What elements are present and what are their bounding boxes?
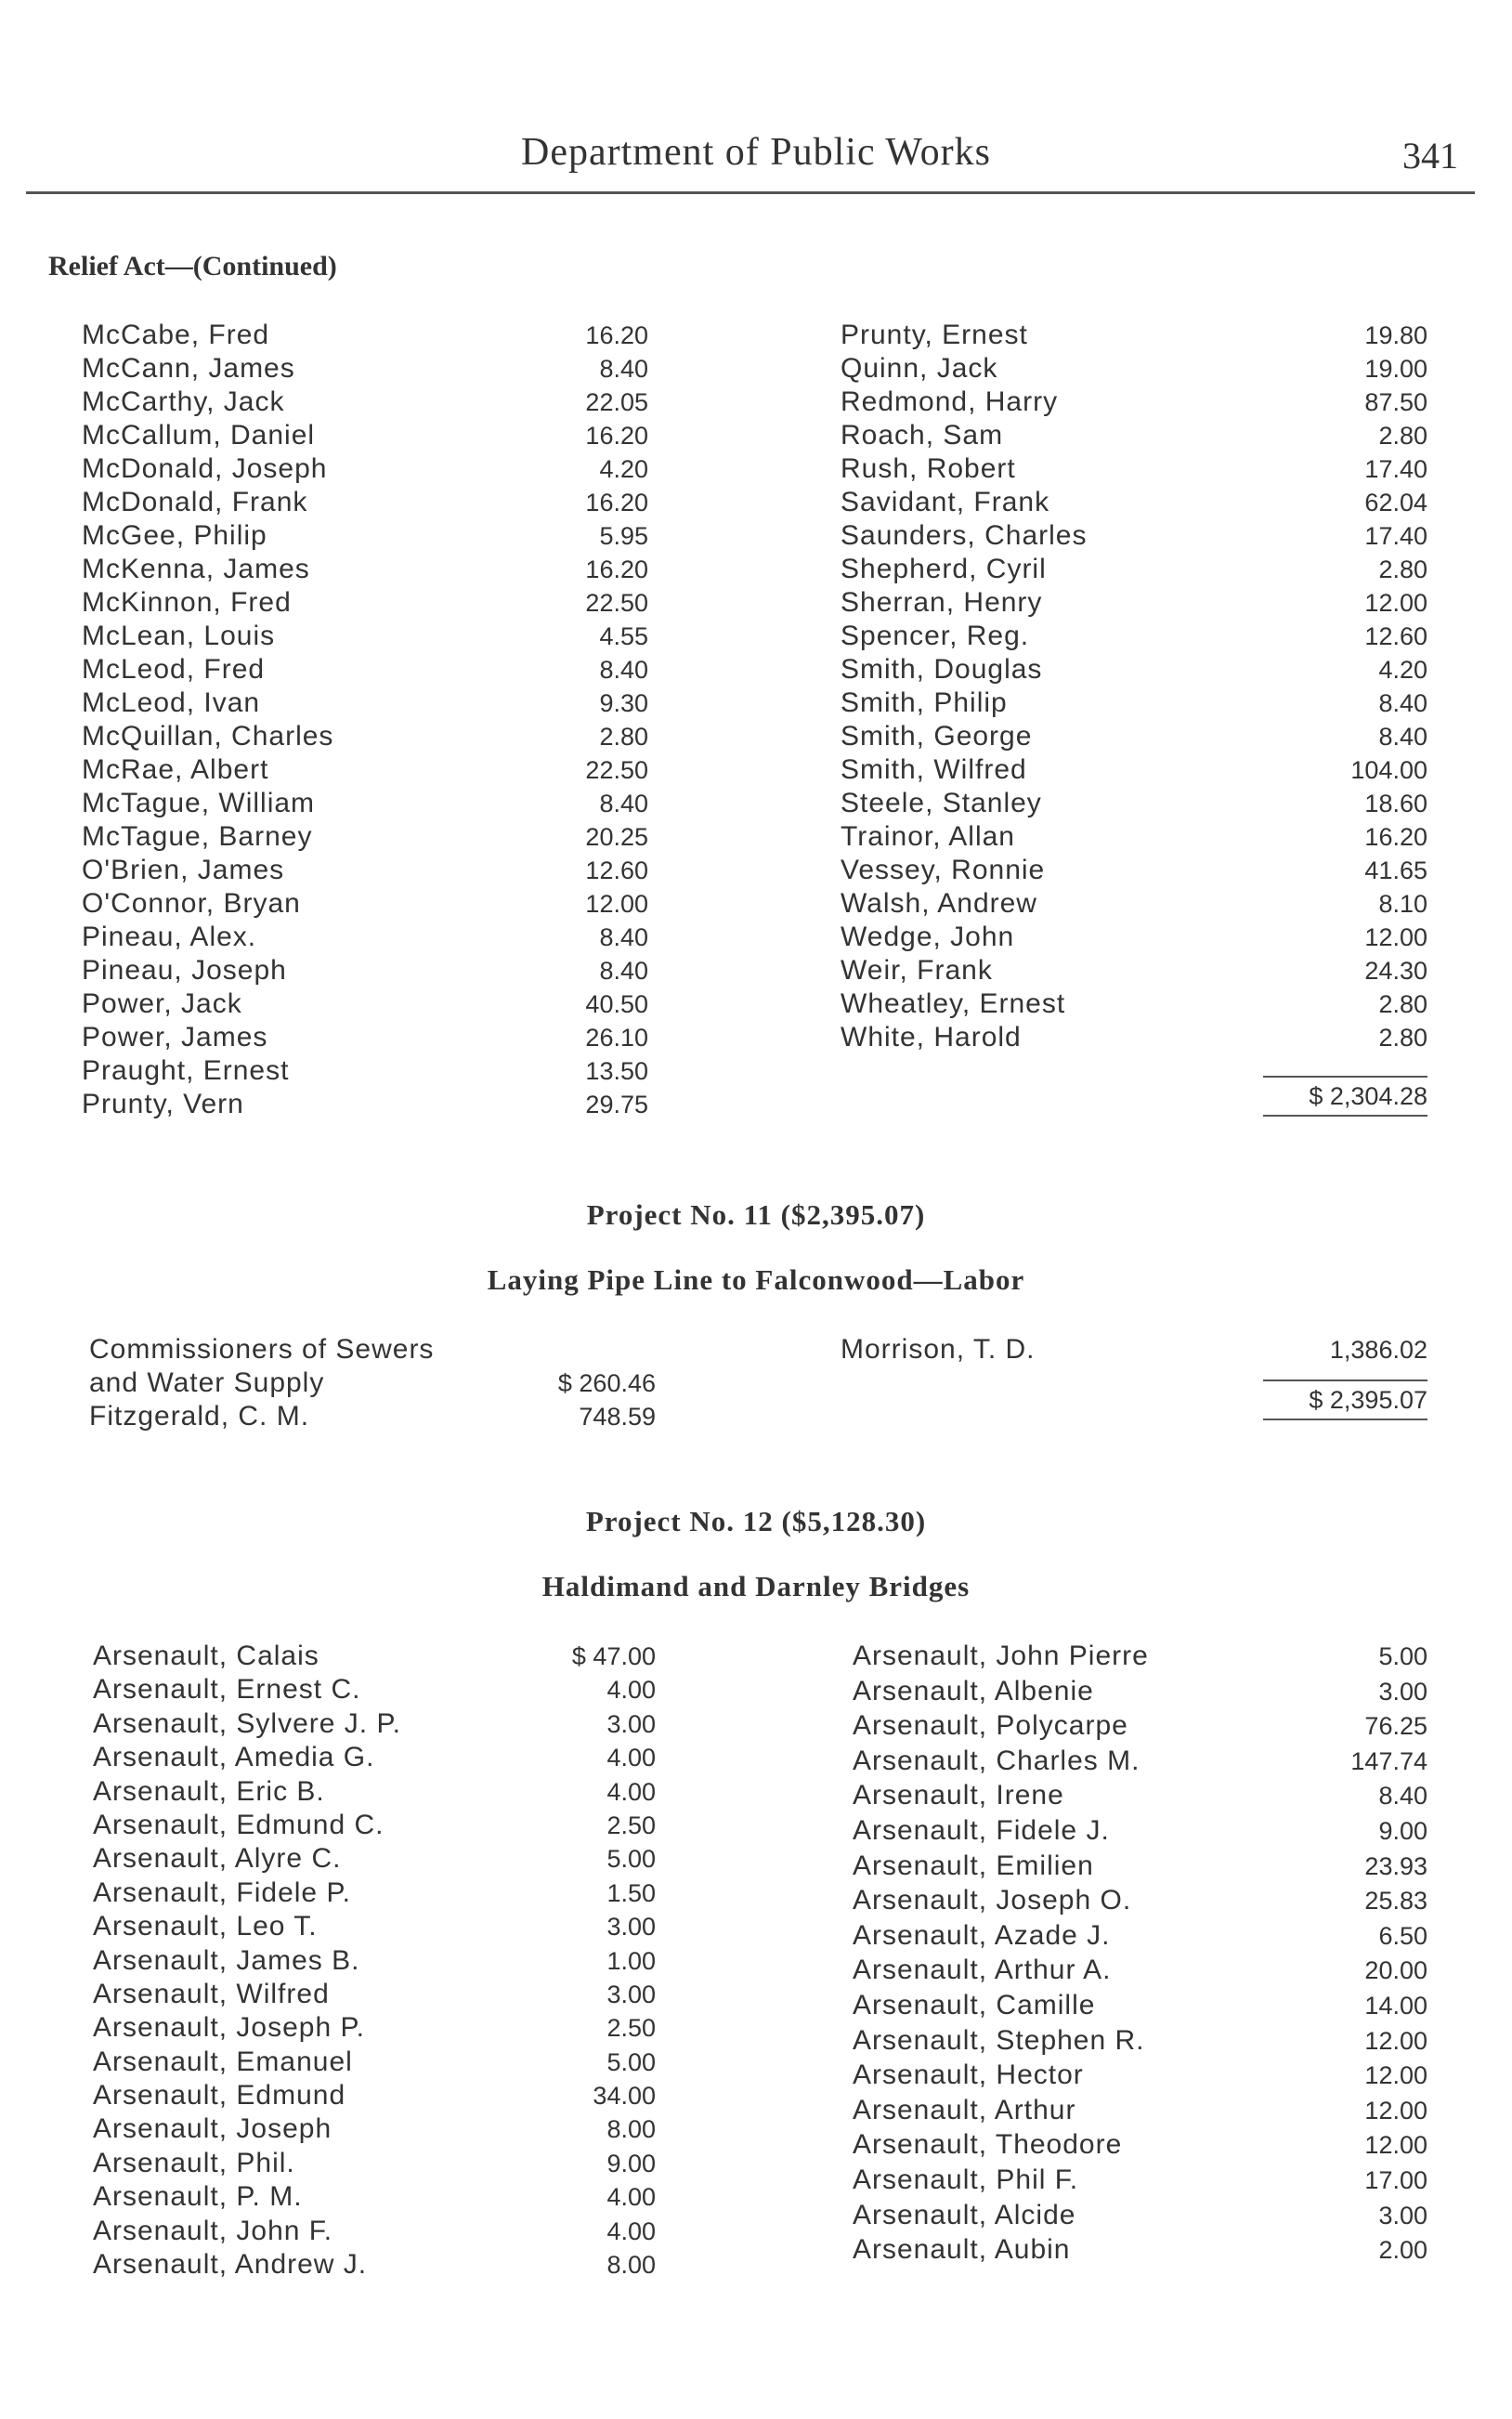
project12-left-column: [93, 1640, 656, 2282]
payee-name: Arsenault, Wilfred: [93, 1978, 330, 2009]
payee-name: Arsenault, Albenie: [853, 1675, 1094, 1706]
payee-amount: 8.00: [606, 2251, 656, 2280]
payee-amount: 8.40: [599, 656, 648, 684]
payee-name: Arsenault, Polycarpe: [853, 1710, 1128, 1742]
payee-amount: 4.00: [606, 2216, 656, 2245]
ledger-row: [82, 1054, 648, 1088]
payee-name: Arsenault, P. M.: [93, 2181, 303, 2213]
payee-amount: 12.00: [1364, 589, 1427, 617]
payee-amount: 8.40: [599, 790, 648, 817]
payee-name: McGee, Philip: [82, 520, 267, 551]
ledger-row: [82, 620, 648, 653]
payee-amount: 2.00: [1378, 2236, 1427, 2265]
payee-name: Spencer, Reg.: [841, 621, 1030, 651]
payee-amount: 22.50: [585, 589, 648, 617]
payee-name: Smith, George: [841, 721, 1033, 752]
ledger-row: [93, 2079, 656, 2112]
project12-subheading: Haldimand and Darnley Bridges: [541, 1570, 971, 1602]
payee-name: Arsenault, Calais: [93, 1641, 319, 1671]
payee-name: McTague, William: [82, 788, 316, 818]
payee-name: Saunders, Charles: [841, 520, 1088, 551]
ledger-row: [853, 1779, 1427, 1814]
ledger-row: [93, 1809, 656, 1842]
payee-amount: 3.00: [606, 1709, 656, 1738]
ledger-row: [82, 820, 648, 854]
ledger-row: [841, 319, 1427, 352]
payee-amount: 3.00: [606, 1913, 656, 1942]
payee-amount: $ 260.46: [557, 1369, 656, 1397]
page-title: Department of Public Works: [521, 131, 991, 174]
payee-amount: 12.00: [1364, 2096, 1427, 2125]
section-heading: Relief Act—(Continued): [48, 251, 337, 281]
payee-amount: 20.00: [1364, 1956, 1427, 1985]
payee-name: Wedge, John: [841, 922, 1015, 952]
ledger-row: [82, 419, 648, 452]
payee-name: McKenna, James: [82, 554, 310, 584]
page-number: 341: [1402, 135, 1458, 177]
ledger-row: [853, 1640, 1427, 1675]
ledger-row: [841, 887, 1427, 921]
payee-amount: 25.83: [1364, 1887, 1427, 1916]
payee-name: Power, James: [82, 1022, 268, 1053]
payee-name: and Water Supply: [89, 1367, 325, 1398]
ledger-row: [82, 720, 648, 753]
payee-amount: 4.55: [599, 622, 648, 650]
ledger-row: [82, 653, 648, 686]
ledger-row: [853, 2094, 1427, 2129]
ledger-row: [841, 419, 1427, 452]
ledger-row: [82, 753, 648, 787]
ledger-row: [853, 1709, 1427, 1745]
payee-amount: 14.00: [1364, 1991, 1427, 2020]
payee-name: Arsenault, Phil F.: [853, 2164, 1079, 2195]
ledger-row: [82, 352, 648, 386]
payee-name: Arsenault, Hector: [853, 2059, 1084, 2091]
payee-name: Savidant, Frank: [841, 487, 1050, 517]
payee-name: Arsenault, Theodore: [853, 2129, 1123, 2161]
payee-name: Arsenault, Emilien: [853, 1850, 1094, 1881]
payee-amount: 34.00: [593, 2082, 656, 2111]
payee-amount: 16.20: [585, 556, 648, 583]
payee-amount: 16.20: [585, 489, 648, 516]
ledger-row: [93, 2046, 656, 2079]
payee-amount: 17.40: [1364, 455, 1427, 483]
ledger-row: [93, 1707, 656, 1741]
payee-name: McQuillan, Charles: [82, 721, 334, 752]
payee-name: McCallum, Daniel: [82, 420, 316, 451]
ledger-row: [82, 921, 648, 954]
payee-amount: 104.00: [1350, 756, 1427, 784]
payee-amount: 22.50: [585, 756, 648, 784]
payee-amount: 12.00: [585, 890, 648, 918]
ledger-row: [93, 1944, 656, 1978]
ledger-row: [853, 2164, 1427, 2199]
ledger-row: [82, 1021, 648, 1054]
payee-name: Arsenault, Amedia G.: [93, 1742, 375, 1773]
payee-amount: 29.75: [585, 1091, 648, 1118]
payee-amount: 8.40: [599, 957, 648, 985]
payee-name: Arsenault, James B.: [93, 1944, 360, 1976]
ledger-row: [89, 1333, 656, 1366]
payee-amount: 12.00: [1364, 2061, 1427, 2090]
payee-name: Arsenault, Joseph O.: [853, 1885, 1132, 1916]
payee-amount: 2.80: [599, 723, 648, 751]
payee-amount: 3.00: [1378, 1677, 1427, 1706]
ledger-row: [93, 2248, 656, 2282]
ledger-row: [82, 519, 648, 553]
project11-total-amount: $ 2,395.07: [1309, 1386, 1427, 1414]
ledger-row: [93, 1775, 656, 1809]
payee-name: Redmond, Harry: [841, 386, 1059, 417]
ledger-row: [93, 2112, 656, 2146]
project11-total: [1263, 1379, 1427, 1420]
payee-name: McKinnon, Fred: [82, 587, 292, 618]
payee-name: Arsenault, Azade J.: [853, 1919, 1111, 1951]
ledger-row: [853, 1814, 1427, 1850]
payee-amount: 748.59: [579, 1403, 656, 1431]
total-rule: [1263, 1419, 1427, 1420]
ledger-row: [89, 1400, 656, 1433]
ledger-row: [93, 1741, 656, 1774]
payee-amount: 3.00: [606, 1980, 656, 2008]
payee-amount: 8.10: [1378, 890, 1427, 918]
ledger-row: [93, 1978, 656, 2011]
ledger-row: [82, 787, 648, 820]
payee-amount: 19.00: [1364, 355, 1427, 383]
ledger-row: [82, 1088, 648, 1121]
payee-name: Arsenault, Charles M.: [853, 1745, 1141, 1776]
payee-name: Pineau, Alex.: [82, 922, 257, 952]
payee-amount: 8.40: [599, 355, 648, 383]
payee-name: Rush, Robert: [841, 453, 1016, 484]
payee-amount: 16.20: [1364, 823, 1427, 851]
total-rule: [1263, 1115, 1427, 1117]
ledger-row: [841, 1021, 1427, 1054]
payee-amount: 2.50: [606, 2014, 656, 2043]
payee-amount: 12.00: [1364, 2026, 1427, 2055]
payee-amount: 5.00: [606, 2047, 656, 2076]
payee-name: Arsenault, Alyre C.: [93, 1843, 342, 1875]
ledger-row: [841, 954, 1427, 987]
relief-right-column: [841, 319, 1427, 1054]
ledger-row: [841, 586, 1427, 620]
payee-name: McLean, Louis: [82, 621, 276, 651]
payee-amount: 16.20: [585, 422, 648, 450]
ledger-row: [841, 720, 1427, 753]
payee-amount: 5.00: [1378, 1642, 1427, 1670]
payee-name: Sherran, Henry: [841, 587, 1043, 618]
ledger-row: [841, 987, 1427, 1021]
payee-amount: 2.80: [1378, 990, 1427, 1018]
payee-name: Arsenault, Irene: [853, 1780, 1064, 1811]
project12-right-column: [853, 1640, 1427, 2269]
payee-name: Arsenault, Edmund: [93, 2080, 346, 2112]
ledger-row: [853, 1989, 1427, 2024]
payee-name: Roach, Sam: [841, 420, 1004, 451]
ledger-row: [93, 2011, 656, 2045]
ledger-row: [82, 386, 648, 419]
ledger-row: [93, 2147, 656, 2180]
ledger-row: [853, 2128, 1427, 2164]
payee-name: Arsenault, Arthur A.: [853, 1955, 1112, 1986]
ledger-row: [841, 921, 1427, 954]
project12-heading: Project No. 12 ($5,128.30): [585, 1505, 927, 1537]
payee-name: Arsenault, Phil.: [93, 2147, 295, 2178]
ledger-row: [93, 2180, 656, 2214]
ledger-row: [82, 954, 648, 987]
payee-amount: 2.80: [1378, 556, 1427, 583]
project11-heading: Project No. 11 ($2,395.07): [586, 1198, 926, 1231]
relief-total: [1263, 1076, 1427, 1117]
payee-amount: 9.00: [1378, 1816, 1427, 1845]
payee-amount: 8.40: [1378, 689, 1427, 717]
payee-amount: 4.00: [606, 1676, 656, 1705]
ledger-row: [82, 987, 648, 1021]
ledger-row: [82, 319, 648, 352]
ledger-row: [93, 1640, 656, 1673]
payee-amount: 40.50: [585, 990, 648, 1018]
payee-name: McDonald, Frank: [82, 487, 308, 517]
payee-amount: 4.00: [606, 1744, 656, 1772]
payee-name: Arsenault, Alcide: [853, 2199, 1076, 2230]
ledger-row: [93, 1910, 656, 1943]
payee-name: Arsenault, Aubin: [853, 2234, 1071, 2266]
payee-name: Arsenault, Leo T.: [93, 1911, 318, 1942]
payee-amount: 17.00: [1364, 2165, 1427, 2194]
payee-name: Arsenault, Eric B.: [93, 1775, 325, 1807]
payee-amount: 2.50: [606, 1811, 656, 1839]
ledger-row: [93, 1842, 656, 1876]
payee-name: Arsenault, Fidele P.: [93, 1876, 351, 1908]
ledger-row: [82, 686, 648, 720]
ledger-row: [841, 386, 1427, 419]
payee-amount: 9.00: [606, 2149, 656, 2177]
payee-amount: 87.50: [1364, 388, 1427, 416]
ledger-row: [853, 2199, 1427, 2234]
payee-name: Power, Jack: [82, 988, 242, 1019]
payee-name: Shepherd, Cyril: [841, 554, 1047, 584]
payee-name: Prunty, Ernest: [841, 320, 1028, 350]
ledger-row: [841, 519, 1427, 553]
payee-name: White, Harold: [841, 1022, 1022, 1053]
payee-amount: 4.00: [606, 1777, 656, 1806]
payee-amount: 16.20: [585, 321, 648, 349]
ledger-row: [841, 620, 1427, 653]
payee-name: Arsenault, Ernest C.: [93, 1674, 361, 1706]
payee-amount: 20.25: [585, 823, 648, 851]
ledger-row: [82, 553, 648, 586]
payee-amount: 19.80: [1364, 321, 1427, 349]
payee-name: McRae, Albert: [82, 754, 269, 785]
payee-amount: 1,386.02: [1329, 1336, 1427, 1364]
ledger-row: [853, 2059, 1427, 2094]
payee-amount: 24.30: [1364, 957, 1427, 985]
ledger-row: [93, 2215, 656, 2248]
ledger-row: [82, 486, 648, 519]
ledger-row: [853, 1884, 1427, 1919]
payee-name: Smith, Wilfred: [841, 754, 1027, 785]
payee-amount: 62.04: [1364, 489, 1427, 516]
payee-name: McCabe, Fred: [82, 320, 270, 350]
payee-amount: 1.00: [606, 1946, 656, 1975]
payee-amount: 3.00: [1378, 2201, 1427, 2229]
ledger-row: [841, 553, 1427, 586]
payee-name: Wheatley, Ernest: [841, 988, 1066, 1019]
ledger-row: [841, 352, 1427, 386]
ledger-row: [841, 686, 1427, 720]
payee-amount: 26.10: [585, 1024, 648, 1052]
payee-amount: 8.40: [1378, 1782, 1427, 1811]
payee-name: Arsenault, Andrew J.: [93, 2249, 368, 2281]
payee-amount: 23.93: [1364, 1851, 1427, 1880]
ledger-row: [89, 1366, 656, 1400]
ledger-row: [841, 753, 1427, 787]
payee-amount: 147.74: [1350, 1746, 1427, 1775]
ledger-row: [841, 452, 1427, 486]
payee-amount: 8.40: [1378, 723, 1427, 751]
ledger-row: [853, 2024, 1427, 2059]
ledger-row: [82, 452, 648, 486]
ledger-row: [853, 1850, 1427, 1885]
payee-amount: 76.25: [1364, 1712, 1427, 1741]
payee-name: Prunty, Vern: [82, 1089, 244, 1119]
payee-name: Smith, Douglas: [841, 654, 1043, 685]
header-rule: [26, 191, 1475, 194]
payee-name: Commissioners of Sewers: [89, 1334, 435, 1365]
payee-amount: 5.95: [599, 522, 648, 550]
ledger-row: [93, 1673, 656, 1706]
ledger-row: [82, 586, 648, 620]
payee-name: Walsh, Andrew: [841, 888, 1037, 919]
payee-amount: $ 47.00: [571, 1642, 656, 1670]
payee-name: Steele, Stanley: [841, 788, 1042, 818]
payee-amount: 17.40: [1364, 522, 1427, 550]
payee-name: McTague, Barney: [82, 821, 313, 852]
payee-name: Smith, Philip: [841, 687, 1008, 718]
ledger-row: [841, 653, 1427, 686]
payee-amount: 1.50: [606, 1878, 656, 1907]
payee-name: Arsenault, Arthur: [853, 2094, 1076, 2125]
payee-amount: 6.50: [1378, 1921, 1427, 1950]
payee-amount: 8.40: [599, 923, 648, 951]
payee-name: Praught, Ernest: [82, 1055, 290, 1086]
payee-name: McCann, James: [82, 353, 295, 384]
ledger-row: [853, 1675, 1427, 1710]
payee-name: McLeod, Ivan: [82, 687, 261, 718]
page-header: [0, 130, 1512, 204]
payee-amount: 22.05: [585, 388, 648, 416]
project11-left-column: [89, 1333, 656, 1433]
payee-name: McDonald, Joseph: [82, 453, 328, 484]
ledger-row: [841, 787, 1427, 820]
project11-subheading: Laying Pipe Line to Falconwood—Labor: [487, 1263, 1025, 1296]
payee-name: Arsenault, Emanuel: [93, 2046, 353, 2077]
payee-amount: 18.60: [1364, 790, 1427, 817]
ledger-row: [841, 854, 1427, 887]
payee-name: Arsenault, Stephen R.: [853, 2024, 1145, 2056]
payee-name: Arsenault, Joseph P.: [93, 2012, 365, 2044]
payee-amount: 4.20: [599, 455, 648, 483]
payee-amount: 9.30: [599, 689, 648, 717]
payee-amount: 12.00: [1364, 2131, 1427, 2160]
payee-name: Arsenault, Fidele J.: [853, 1814, 1110, 1846]
payee-amount: 13.50: [585, 1057, 648, 1085]
payee-name: Arsenault, John F.: [93, 2215, 333, 2246]
payee-name: Fitzgerald, C. M.: [89, 1401, 310, 1432]
relief-left-column: [82, 319, 648, 1121]
payee-name: Arsenault, Sylvere J. P.: [93, 1707, 401, 1739]
ledger-row: [853, 1919, 1427, 1955]
relief-total-amount: $ 2,304.28: [1309, 1082, 1427, 1110]
ledger-row: [82, 887, 648, 921]
payee-name: Trainor, Allan: [841, 821, 1015, 852]
payee-name: Morrison, T. D.: [841, 1334, 1036, 1365]
payee-name: Arsenault, Camille: [853, 1989, 1096, 2020]
ledger-row: [853, 1954, 1427, 1989]
payee-name: Arsenault, Edmund C.: [93, 1809, 385, 1840]
payee-amount: 8.00: [606, 2115, 656, 2144]
payee-amount: 4.20: [1378, 656, 1427, 684]
ledger-row: [841, 820, 1427, 854]
payee-name: McLeod, Fred: [82, 654, 266, 685]
payee-name: O'Brien, James: [82, 855, 285, 885]
project11-right-column: [841, 1333, 1427, 1366]
payee-name: Vessey, Ronnie: [841, 855, 1046, 885]
payee-amount: 12.00: [1364, 923, 1427, 951]
payee-name: Pineau, Joseph: [82, 955, 287, 986]
ledger-row: [841, 1333, 1427, 1366]
payee-amount: 12.60: [1364, 622, 1427, 650]
payee-amount: 2.80: [1378, 1024, 1427, 1052]
payee-name: Arsenault, Joseph: [93, 2113, 332, 2145]
payee-amount: 5.00: [606, 1845, 656, 1874]
ledger-row: [841, 486, 1427, 519]
payee-amount: 2.80: [1378, 422, 1427, 450]
payee-name: McCarthy, Jack: [82, 386, 285, 417]
payee-name: Quinn, Jack: [841, 353, 998, 384]
payee-amount: 4.00: [606, 2183, 656, 2212]
payee-name: Arsenault, John Pierre: [853, 1641, 1149, 1671]
payee-amount: 41.65: [1364, 856, 1427, 884]
payee-name: O'Connor, Bryan: [82, 888, 301, 919]
ledger-row: [82, 854, 648, 887]
payee-name: Weir, Frank: [841, 955, 993, 986]
ledger-row: [853, 2233, 1427, 2269]
ledger-row: [93, 1876, 656, 1910]
payee-amount: 12.60: [585, 856, 648, 884]
ledger-row: [853, 1745, 1427, 1780]
